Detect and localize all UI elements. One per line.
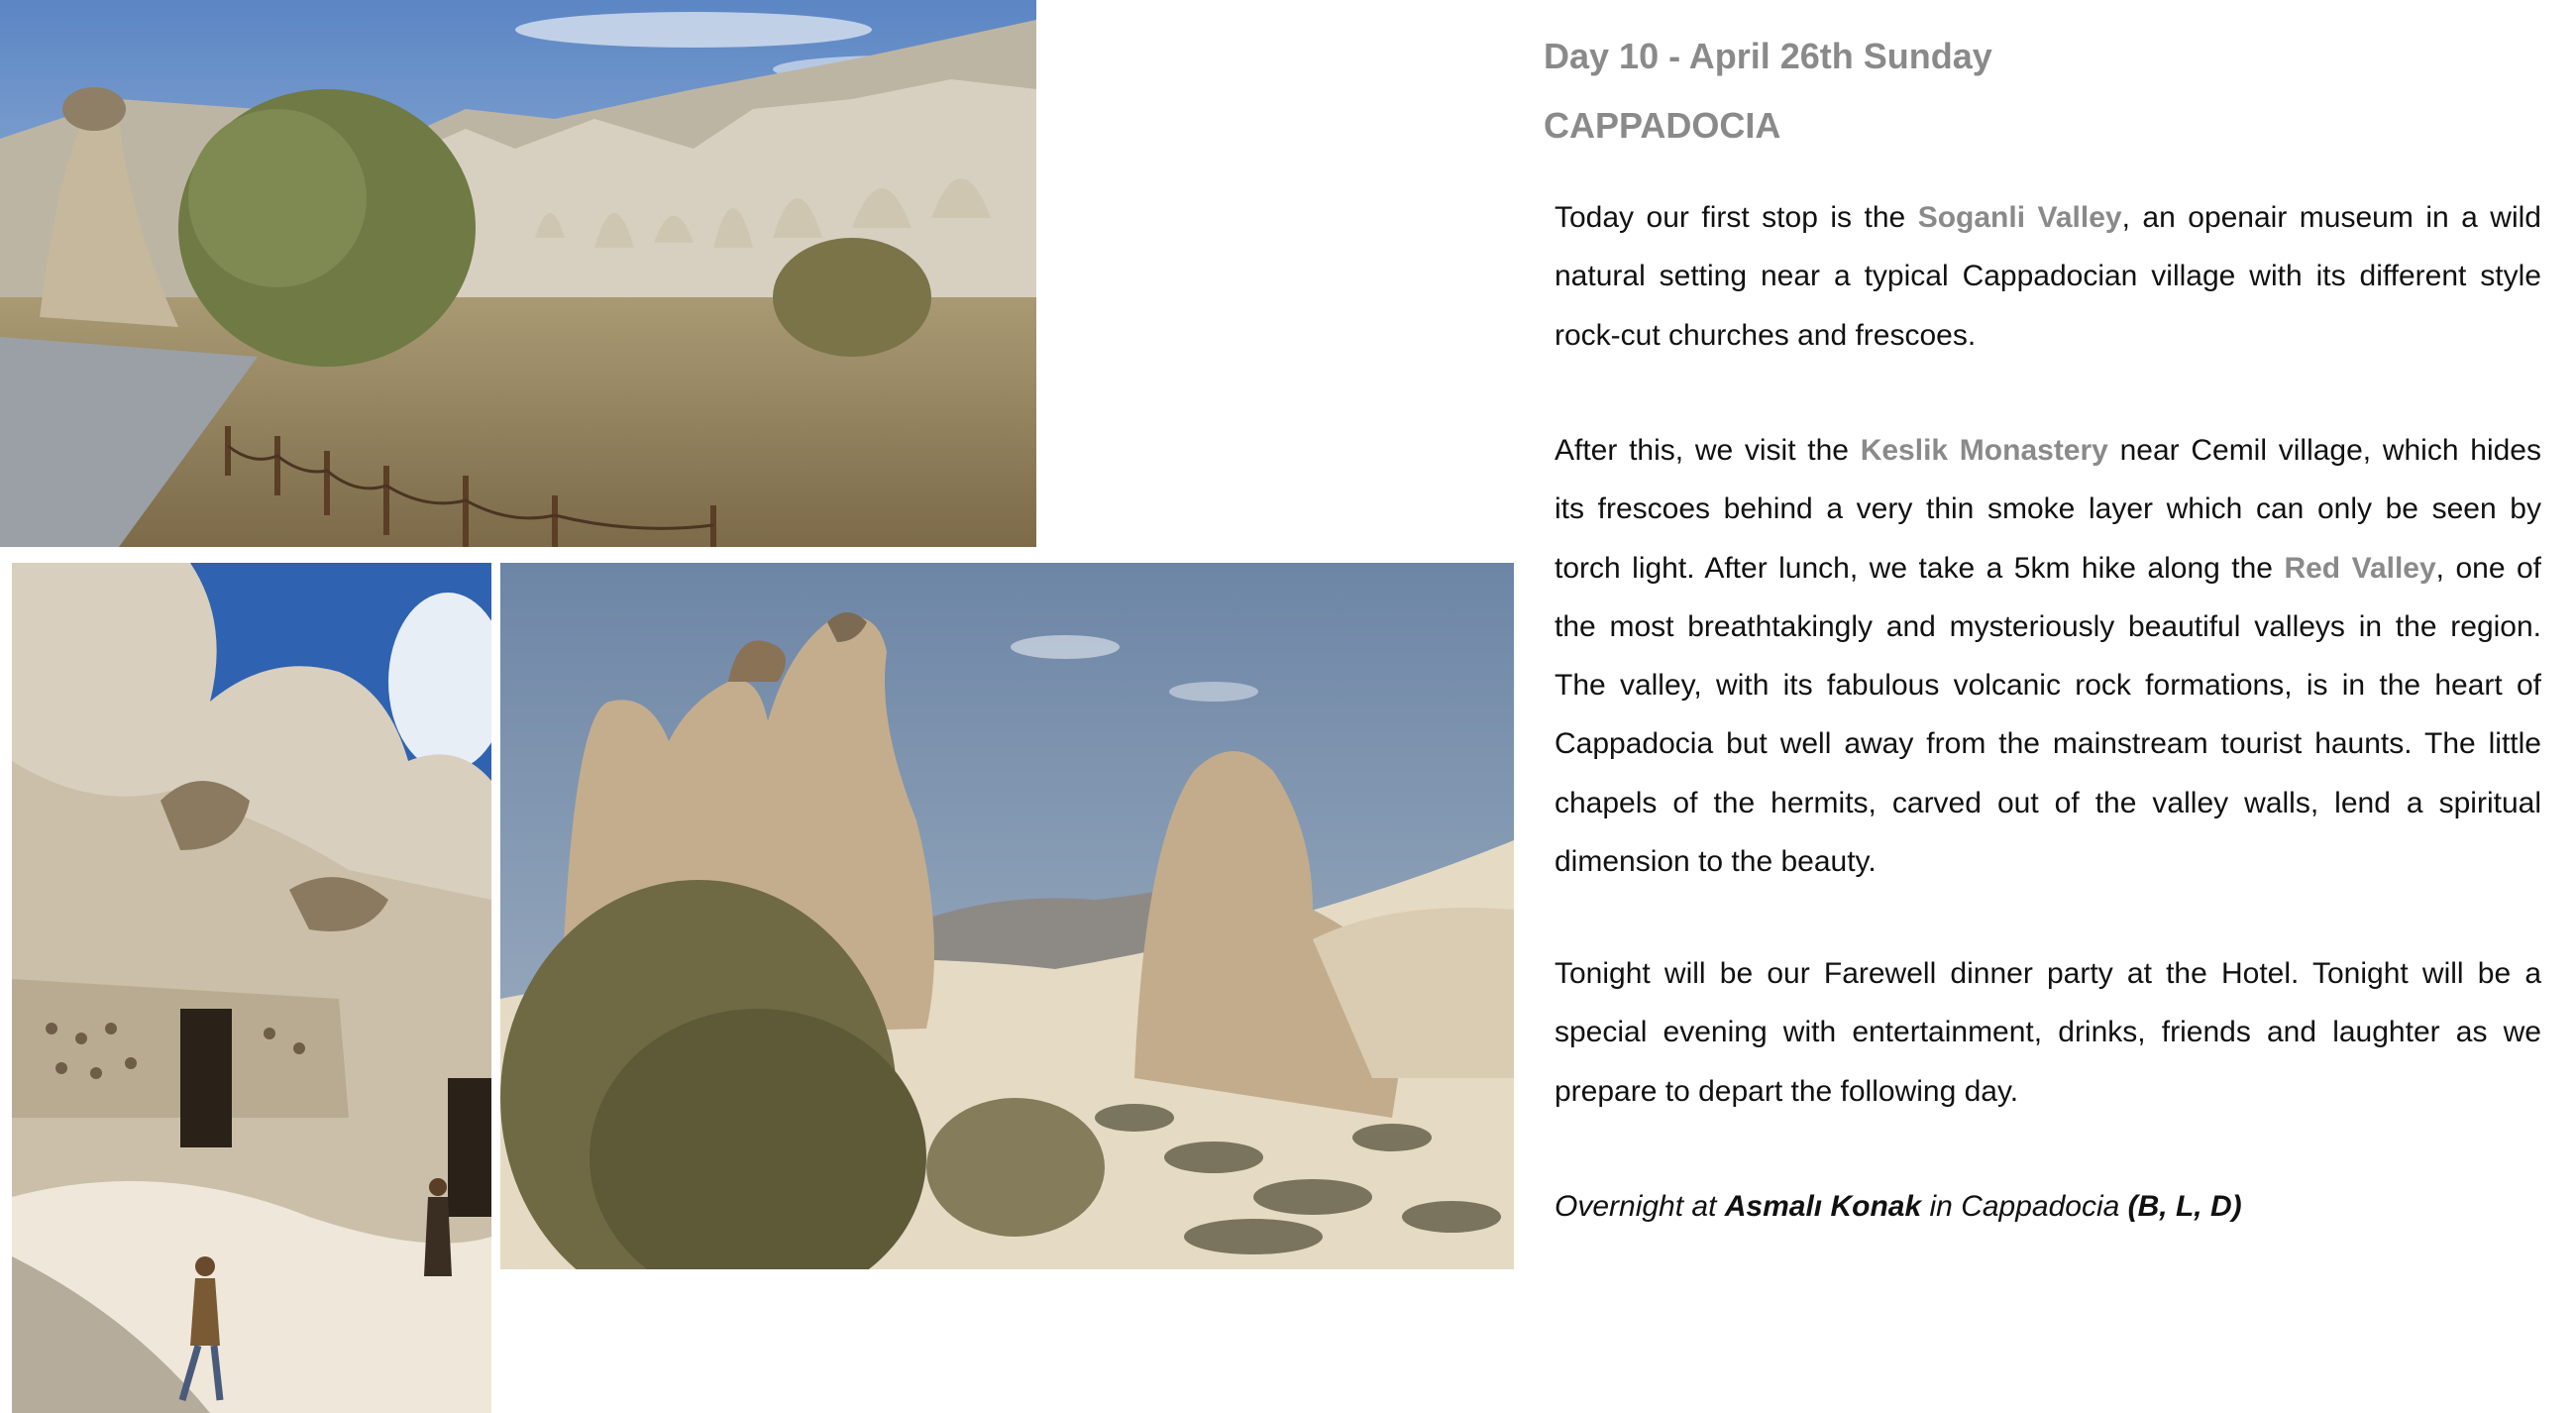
para-1-text-a: Today our first stop is the [1555,201,1918,234]
paragraph-soganli [1555,188,2541,365]
meals-included: (B, L, D) [2127,1190,2242,1223]
paragraph-farewell-dinner: Tonight will be our Farewell dinner party at the Hotel. Tonight will be a special evening with entertainment, drinks, friends and laughter as we prepare to depart the following day. [1555,957,2541,1108]
para-2-text-c: , one of the most breathtakingly and mysteriously beautiful valleys in the region. The valley, with its fabulous volcanic rock formations, is in the heart of Cappadocia but well away from the mainstream tourist haunts. The little chapels of the hermits, carved out of the valley walls, lend a spiritual dimension to the beauty. [1555,551,2542,879]
para-2-text-b: near Cemil village, which hides its frescoes behind a very thin smoke layer which can only be seen by torch light. After lunch, we take a 5km hike along the [1555,434,2541,585]
para-1-text-b: , an openair museum in a wild natural setting near a typical Cappadocian village with its different style rock-cut churches and frescoes. [1555,201,2541,352]
photo-rock-dwellings [12,563,491,1413]
paragraph-overnight [1555,1177,2541,1236]
paragraph-keslik-red-valley [1555,421,2541,891]
highlight-soganli-valley: Soganli Valley [1917,201,2122,234]
highlight-keslik-monastery: Keslik Monastery [1860,434,2108,467]
photo-valley-path [0,0,1036,547]
para-4-text-b: in Cappadocia [1921,1190,2128,1223]
para-2-text-a: After this, we visit the [1555,434,1861,467]
day-title: Day 10 - April 26th Sunday [1544,36,1992,76]
hotel-name: Asmalı Konak [1724,1190,1922,1223]
place-title: CAPPADOCIA [1544,105,1781,146]
para-4-text-a: Overnight at [1555,1190,1725,1223]
highlight-red-valley: Red Valley [2284,551,2436,585]
photo-rock-formations [500,563,1514,1269]
